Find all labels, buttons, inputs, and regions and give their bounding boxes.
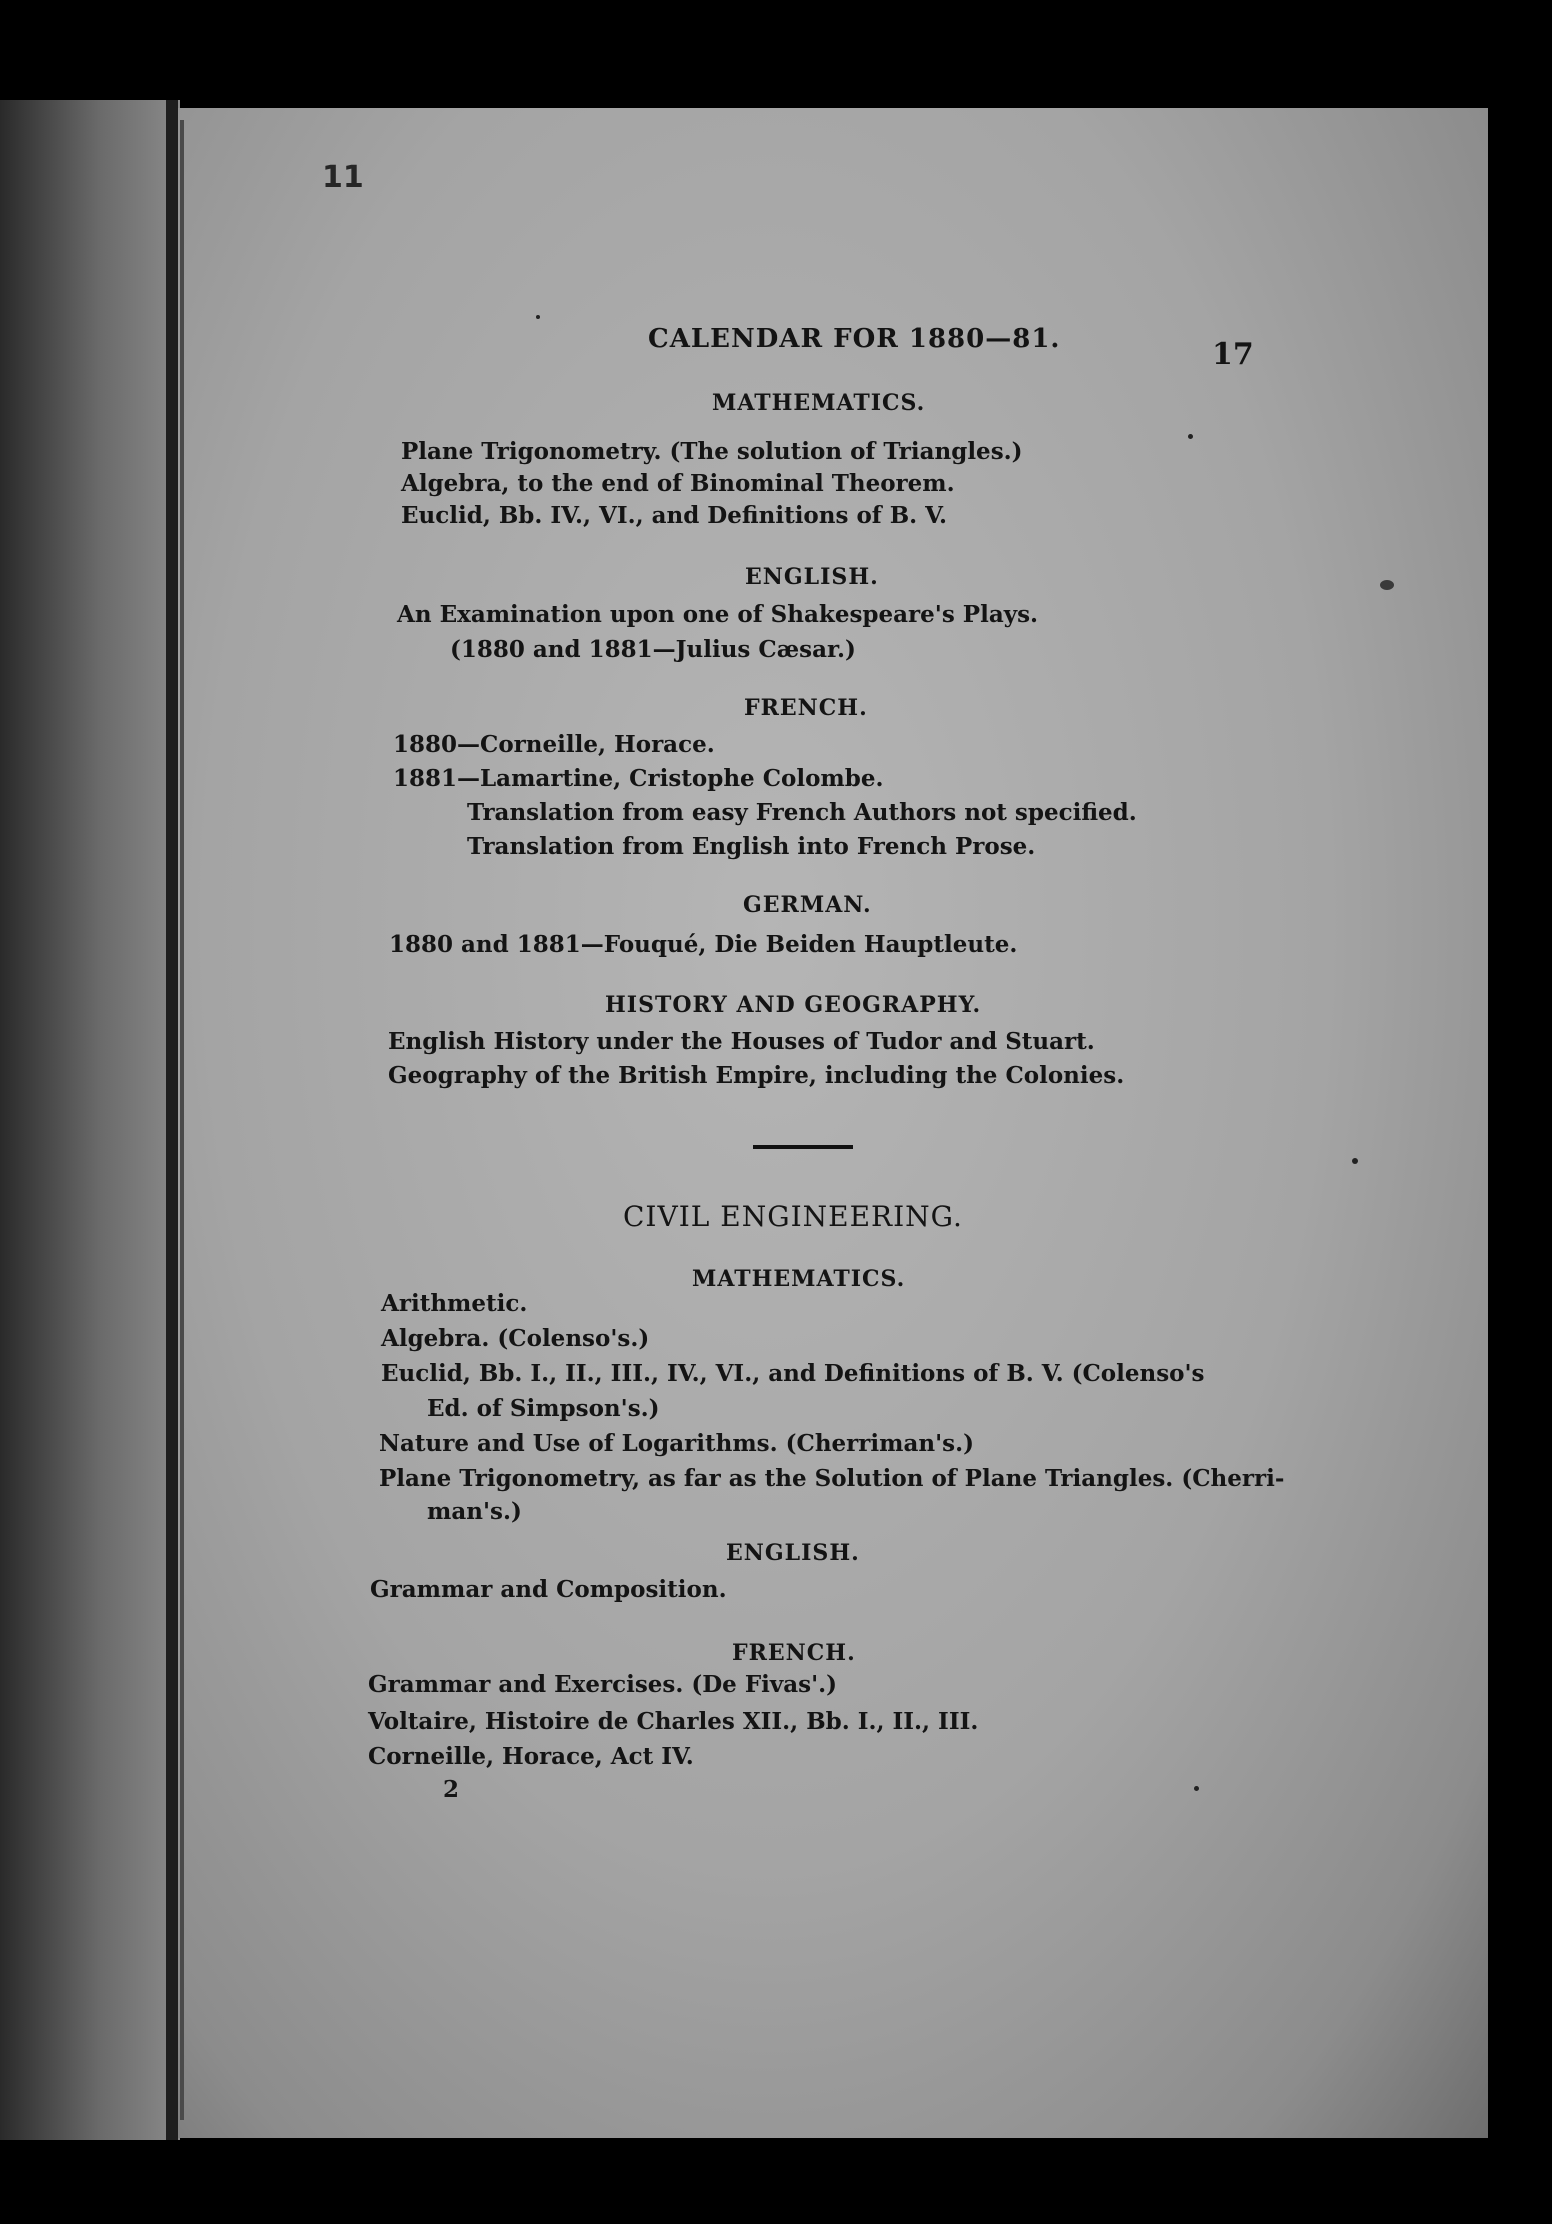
page-number: 17: [1212, 337, 1254, 372]
text-line: Algebra. (Colenso's.): [381, 1325, 650, 1352]
margin-mark: 11: [322, 160, 364, 195]
spine-shadow: [180, 120, 184, 2120]
text-line: Plane Trigonometry. (The solution of Triangles.): [401, 438, 1023, 465]
text-line: Plane Trigonometry, as far as the Solution of Plane Triangles. (Cherri-: [379, 1465, 1285, 1492]
text-line: Algebra, to the end of Binominal Theorem.: [401, 470, 955, 497]
section-divider: [753, 1145, 853, 1149]
section-heading-mathematics: MATHEMATICS.: [692, 1266, 906, 1292]
section-heading-german: GERMAN.: [743, 892, 872, 918]
text-line: Arithmetic.: [381, 1290, 528, 1317]
ink-speck: [1352, 1158, 1358, 1164]
text-line: (1880 and 1881—Julius Cæsar.): [450, 636, 856, 663]
ink-speck: [536, 315, 540, 319]
section-heading-french: FRENCH.: [744, 695, 868, 721]
text-line: Grammar and Composition.: [370, 1576, 727, 1603]
text-line: Ed. of Simpson's.): [427, 1395, 660, 1422]
text-line: Euclid, Bb. I., II., III., IV., VI., and Definitions of B. V. (Colenso's: [381, 1360, 1205, 1387]
section-heading-mathematics: MATHEMATICS.: [712, 390, 926, 416]
text-line: 1881—Lamartine, Cristophe Colombe.: [393, 765, 884, 792]
text-line: 1880—Corneille, Horace.: [393, 731, 715, 758]
text-line: Grammar and Exercises. (De Fivas'.): [368, 1671, 838, 1698]
section-heading-french: FRENCH.: [732, 1640, 856, 1666]
text-line: An Examination upon one of Shakespeare's Plays.: [397, 601, 1039, 628]
text-line: English History under the Houses of Tudor and Stuart.: [388, 1028, 1095, 1055]
running-title: CALENDAR FOR 1880—81.: [648, 324, 1061, 354]
ink-smudge: [1380, 580, 1394, 590]
ink-speck: [1194, 1786, 1199, 1791]
section-heading-history-geography: HISTORY AND GEOGRAPHY.: [605, 992, 982, 1018]
text-line: 1880 and 1881—Fouqué, Die Beiden Hauptleute.: [389, 931, 1018, 958]
signature-mark: 2: [443, 1776, 460, 1803]
section-heading-english: ENGLISH.: [726, 1540, 860, 1566]
text-line: Euclid, Bb. IV., VI., and Definitions of B. V.: [401, 502, 947, 529]
text-line: Translation from English into French Prose.: [467, 833, 1036, 860]
text-line: Nature and Use of Logarithms. (Cherriman's.): [379, 1430, 974, 1457]
text-line: Voltaire, Histoire de Charles XII., Bb. I., II., III.: [368, 1708, 979, 1735]
text-line: Corneille, Horace, Act IV.: [368, 1743, 694, 1770]
text-line: Geography of the British Empire, including the Colonies.: [388, 1062, 1125, 1089]
book-spine: [166, 100, 178, 2140]
section-heading-english: ENGLISH.: [745, 564, 879, 590]
previous-page-edge: [0, 100, 180, 2140]
civil-engineering-title: CIVIL ENGINEERING.: [623, 1200, 963, 1233]
text-line: Translation from easy French Authors not specified.: [467, 799, 1137, 826]
ink-speck: [1188, 434, 1193, 439]
text-line: man's.): [427, 1498, 522, 1525]
